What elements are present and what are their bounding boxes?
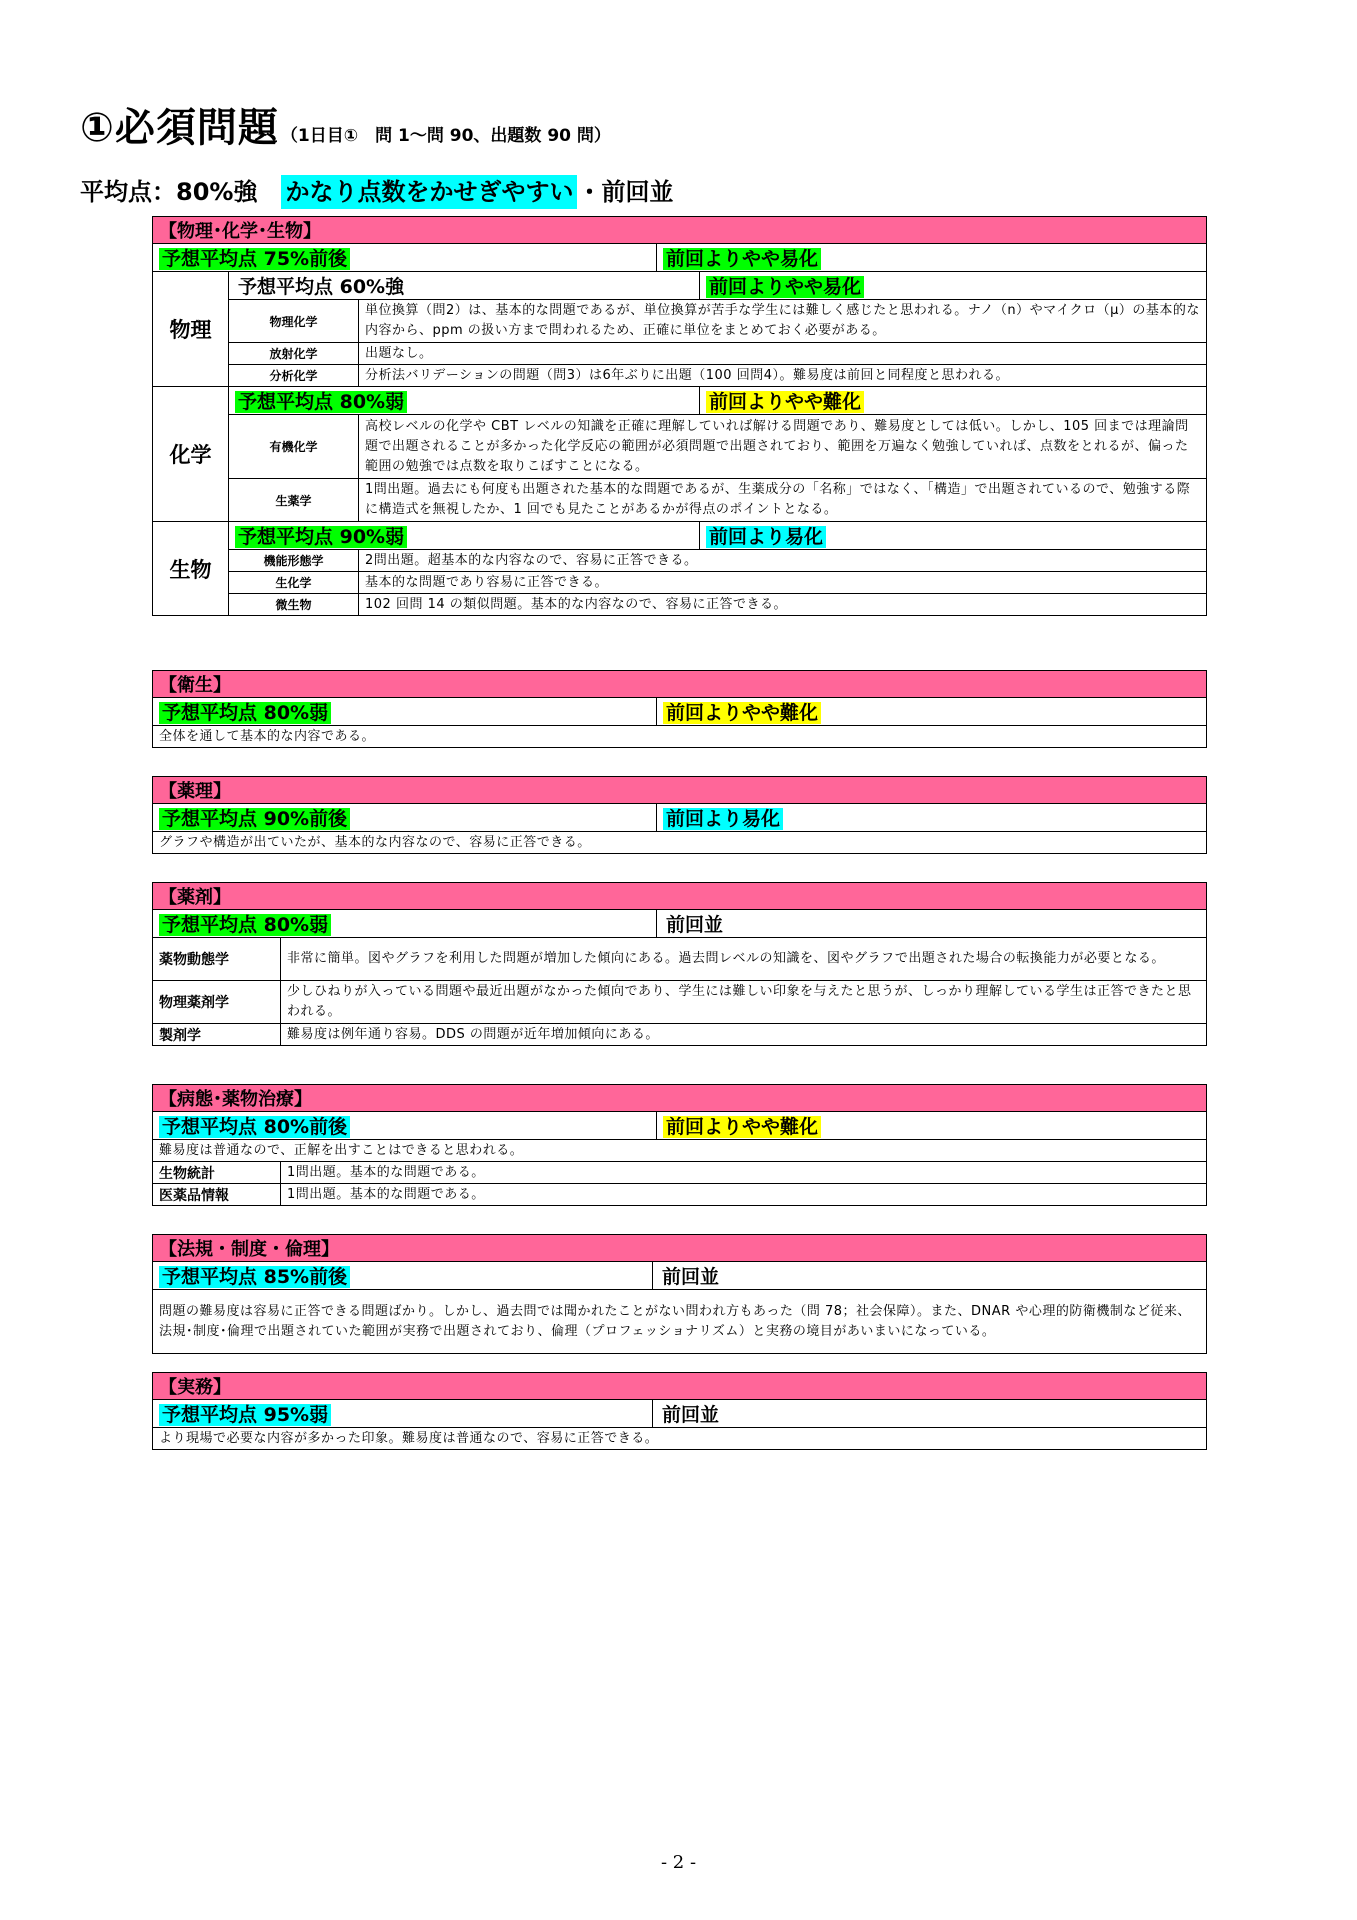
subject-label: 放射化学 xyxy=(229,343,359,365)
prediction-cell xyxy=(153,1400,653,1428)
area-physics: 物理 xyxy=(153,272,229,387)
comparison: 前回よりやや難化 xyxy=(663,1116,821,1138)
comparison-cell xyxy=(657,804,1207,832)
area-chemistry: 化学 xyxy=(153,387,229,522)
comparison: 前回並 xyxy=(666,914,724,936)
prediction-cell xyxy=(153,804,657,832)
section-header: 【病態･薬物治療】 xyxy=(153,1085,1207,1112)
comparison: 前回よりやや難化 xyxy=(706,391,864,413)
comparison: 前回並 xyxy=(662,1404,720,1426)
section-pharmaceutics xyxy=(152,882,1207,1046)
comparison-cell xyxy=(653,1262,1207,1290)
subject-label: 医薬品情報 xyxy=(153,1184,281,1206)
prediction: 予想平均点 60%強 xyxy=(238,276,405,298)
subject-text: 102 回問 14 の類似問題。基本的な内容なので、容易に正答できる。 xyxy=(359,594,1207,616)
subject-text: 非常に簡単。図やグラフを利用した問題が増加した傾向にある。過去問レベルの知識を、図やグラフで出題された場合の転換能力が必要となる。 xyxy=(281,938,1207,981)
comparison-cell xyxy=(657,698,1207,726)
prediction: 予想平均点 95%弱 xyxy=(159,1404,331,1426)
prediction-cell xyxy=(153,1262,653,1290)
summary-highlight: かなり点数をかせぎやすい xyxy=(281,175,577,209)
comparison-cell xyxy=(657,910,1207,938)
prediction-cell xyxy=(229,522,700,550)
section-text: より現場で必要な内容が多かった印象。難易度は普通なので、容易に正答できる。 xyxy=(153,1428,1207,1450)
comparison-cell xyxy=(700,272,1207,300)
comparison: 前回よりやや易化 xyxy=(663,248,821,270)
prediction-cell xyxy=(153,1112,657,1140)
prediction: 予想平均点 85%前後 xyxy=(159,1266,350,1288)
section-header: 【物理･化学･生物】 xyxy=(153,217,1207,244)
prediction: 予想平均点 75%前後 xyxy=(159,248,350,270)
page-number: - 2 - xyxy=(660,1852,697,1873)
prediction-cell xyxy=(153,910,657,938)
section-text: グラフや構造が出ていたが、基本的な内容なので、容易に正答できる。 xyxy=(153,832,1207,854)
subject-text: 1問出題。過去にも何度も出題された基本的な問題であるが、生薬成分の「名称」ではなく、「構造」で出題されているので、勉強する際に構造式を無視したか、1 回でも見たことがあるかが得点のポイントとなる。 xyxy=(359,479,1207,522)
comparison-cell xyxy=(657,244,1207,272)
page-title xyxy=(80,105,611,151)
prediction: 予想平均点 80%弱 xyxy=(235,391,407,413)
subject-label: 物理化学 xyxy=(229,300,359,343)
area-biology: 生物 xyxy=(153,522,229,616)
subject-text: 1問出題。基本的な問題である。 xyxy=(281,1184,1207,1206)
section-pharmacology xyxy=(152,776,1207,854)
section-pcb xyxy=(152,216,1207,616)
comparison-cell xyxy=(700,522,1207,550)
subject-text: 少しひねりが入っている問題や最近出題がなかった傾向であり、学生には難しい印象を与えたと思うが、しっかり理解している学生は正答できたと思われる。 xyxy=(281,981,1207,1024)
prediction-cell xyxy=(153,244,657,272)
comparison-cell xyxy=(657,1112,1207,1140)
summary-rest: ・前回並 xyxy=(577,178,674,206)
average-summary xyxy=(80,180,673,204)
prediction: 予想平均点 80%弱 xyxy=(159,914,331,936)
section-header: 【薬剤】 xyxy=(153,883,1207,910)
subject-label: 製剤学 xyxy=(153,1024,281,1046)
subject-text: 2問出題。超基本的な内容なので、容易に正答できる。 xyxy=(359,550,1207,572)
subject-label: 生物統計 xyxy=(153,1162,281,1184)
comparison-cell xyxy=(700,387,1207,415)
subject-label: 有機化学 xyxy=(229,415,359,479)
subject-text: 1問出題。基本的な問題である。 xyxy=(281,1162,1207,1184)
section-header: 【実務】 xyxy=(153,1373,1207,1400)
subject-label: 生化学 xyxy=(229,572,359,594)
subject-text: 基本的な問題であり容易に正答できる。 xyxy=(359,572,1207,594)
section-practice xyxy=(152,1372,1207,1450)
average-label: 平均点：80%強 xyxy=(80,178,258,206)
prediction-cell xyxy=(229,272,700,300)
prediction: 予想平均点 80%弱 xyxy=(159,702,331,724)
comparison: 前回より易化 xyxy=(706,526,826,548)
section-hygiene xyxy=(152,670,1207,748)
section-text: 問題の難易度は容易に正答できる問題ばかり。しかし、過去問では聞かれたことがない問われ方もあった（問 78；社会保障）。また、DNAR や心理的防衛機制など従来、法規･制度･倫理で出題されていた範囲が実務で出題されており、倫理（プロフェッショナリズム）と実務の境目があいまいになっている。 xyxy=(153,1290,1207,1354)
prediction-cell xyxy=(153,698,657,726)
comparison: 前回並 xyxy=(662,1266,720,1288)
comparison: 前回より易化 xyxy=(663,808,783,830)
prediction: 予想平均点 90%弱 xyxy=(235,526,407,548)
section-header: 【衛生】 xyxy=(153,671,1207,698)
section-header: 【法規・制度・倫理】 xyxy=(153,1235,1207,1262)
section-text: 難易度は普通なので、正解を出すことはできると思われる。 xyxy=(153,1140,1207,1162)
prediction: 予想平均点 80%前後 xyxy=(159,1116,350,1138)
subject-label: 分析化学 xyxy=(229,365,359,387)
comparison: 前回よりやや易化 xyxy=(706,276,864,298)
subject-label: 微生物 xyxy=(229,594,359,616)
section-header: 【薬理】 xyxy=(153,777,1207,804)
comparison-cell xyxy=(653,1400,1207,1428)
subject-text: 分析法バリデーションの問題（問3）は6年ぶりに出題（100 回問4）。難易度は前回と同程度と思われる。 xyxy=(359,365,1207,387)
subject-label: 機能形態学 xyxy=(229,550,359,572)
subject-label: 物理薬剤学 xyxy=(153,981,281,1024)
prediction: 予想平均点 90%前後 xyxy=(159,808,350,830)
subject-text: 単位換算（問2）は、基本的な問題であるが、単位換算が苦手な学生には難しく感じたと思われる。ナノ（n）やマイクロ（μ）の基本的な内容から、ppm の扱い方まで問われるため、正確に単位をまとめておく必要がある。 xyxy=(359,300,1207,343)
subject-text: 難易度は例年通り容易。DDS の問題が近年増加傾向にある。 xyxy=(281,1024,1207,1046)
section-law xyxy=(152,1234,1207,1354)
page-title-sub: （1日目① 問 1～問 90、出題数 90 問） xyxy=(280,126,611,146)
subject-label: 薬物動態学 xyxy=(153,938,281,981)
section-pathology xyxy=(152,1084,1207,1206)
subject-text: 出題なし。 xyxy=(359,343,1207,365)
subject-text: 高校レベルの化学や CBT レベルの知識を正確に理解していれば解ける問題であり、難易度としては低い。しかし、105 回までは理論問題で出題されることが多かった化学反応の範囲が必須問題で出題されており、範囲を万遍なく勉強していれば、点数をとれるが、偏った範囲の勉強では点数を取りこぼすことになる。 xyxy=(359,415,1207,479)
page-title-main: ①必須問題 xyxy=(80,105,279,151)
comparison: 前回よりやや難化 xyxy=(663,702,821,724)
subject-label: 生薬学 xyxy=(229,479,359,522)
section-text: 全体を通して基本的な内容である。 xyxy=(153,726,1207,748)
prediction-cell xyxy=(229,387,700,415)
